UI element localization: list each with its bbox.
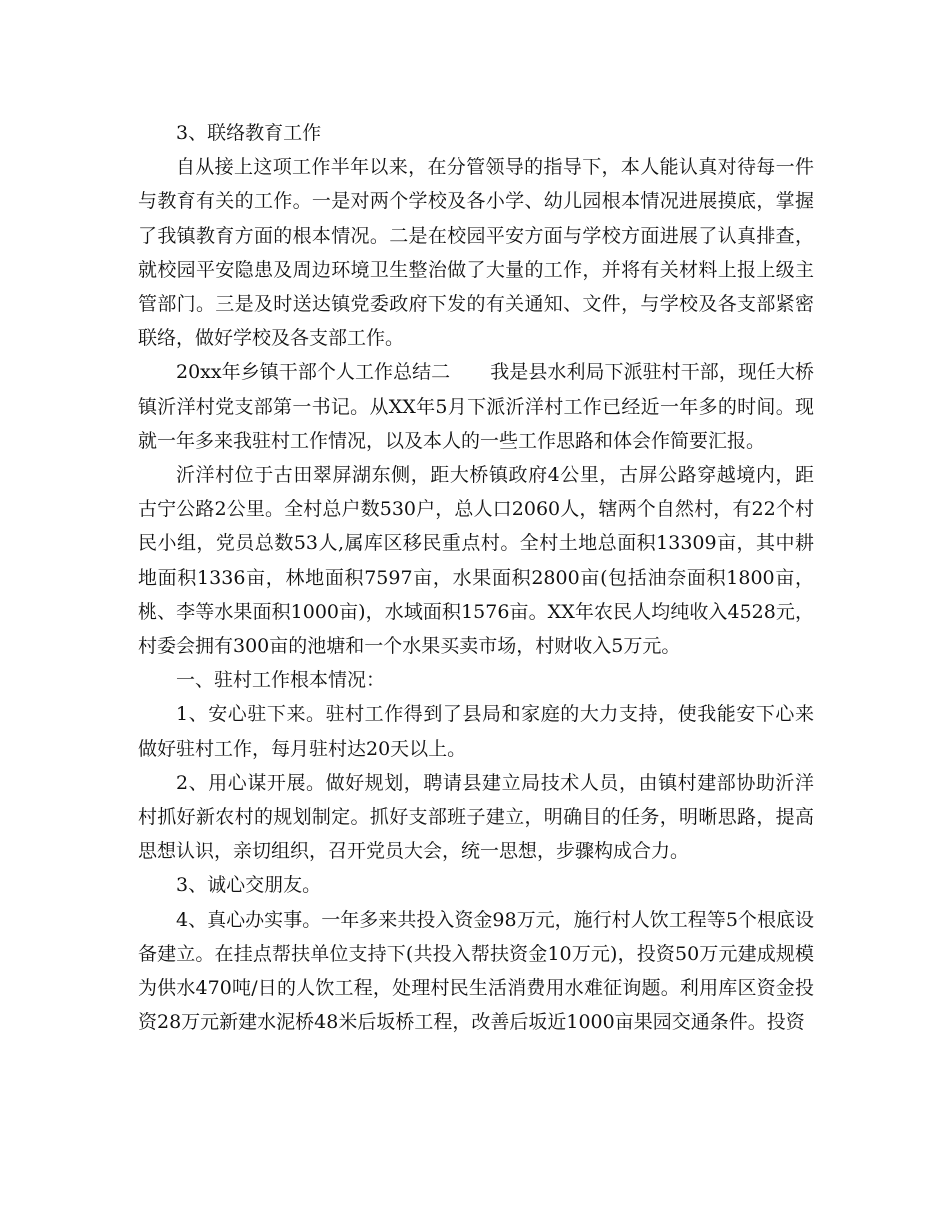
summary-title: 20xx年乡镇干部个人工作总结二	[176, 361, 451, 384]
document-page	[138, 116, 814, 1039]
paragraph-item-4: 4、真心办实事。一年多来共投入资金98万元，施行村人饮工程等5个根底设备建立。在挂点帮扶单位支持下(共投入帮扶资金10万元)，投资50万元建成规模为供水470吨/日的人饮工程，处理村民生活消费用水难征询题。利用库区资金投资28万元新建水泥桥48米后坂桥工程，改善后坂近1000亩果园交通条件。投资	[138, 908, 814, 1034]
heading-liaison-education: 3、联络教育工作	[176, 122, 322, 144]
paragraph-item-1: 1、安心驻下来。驻村工作得到了县局和家庭的大力支持，使我能安下心来做好驻村工作，每月驻村达20天以上。	[138, 703, 814, 760]
paragraph-summary-intro	[138, 355, 814, 458]
paragraph-item-2: 2、用心谋开展。做好规划，聘请县建立局技术人员，由镇村建部协助沂洋村抓好新农村的规划制定。抓好支部班子建立，明确目的任务，明晰思路，提高思想认识，亲切组织，召开党员大会，统一思想，步骤构成合力。	[138, 771, 814, 863]
summary-intro-text: 我是县水利局下派驻村干部，现任大桥镇沂洋村党支部第一书记。从XX年5月下派沂洋村工作已经近一年多的时间。现就一年多来我驻村工作情况，以及本人的一些工作思路和体会作简要汇报。	[138, 361, 814, 452]
heading-section-1: 一、驻村工作根本情况：	[176, 669, 386, 692]
paragraph-liaison-education: 自从接上这项工作半年以来，在分管领导的指导下，本人能认真对待每一件与教育有关的工作。一是对两个学校及各小学、幼儿园根本情况进展摸底，掌握了我镇教育方面的根本情况。二是在校园平安方面与学校方面进展了认真排查，就校园平安隐患及周边环境卫生整治做了大量的工作，并将有关材料上报上级主管部门。三是及时送达镇党委政府下发的有关通知、文件，与学校及各支部紧密联络，做好学校及各支部工作。	[138, 156, 814, 350]
paragraph-village-overview: 沂洋村位于古田翠屏湖东侧，距大桥镇政府4公里，古屏公路穿越境内，距古宁公路2公里。全村总户数530户，总人口2060人，辖两个自然村，有22个村民小组，党员总数53人,属库区移民重点村。全村土地总面积13309亩，其中耕地面积1336亩，林地面积7597亩，水果面积2800亩(包括油奈面积1800亩，桃、李等水果面积1000亩)，水域面积1576亩。XX年农民人均纯收入4528元，村委会拥有300亩的池塘和一个水果买卖市场，村财收入5万元。	[138, 464, 814, 658]
paragraph-item-3: 3、诚心交朋友。	[176, 874, 322, 897]
